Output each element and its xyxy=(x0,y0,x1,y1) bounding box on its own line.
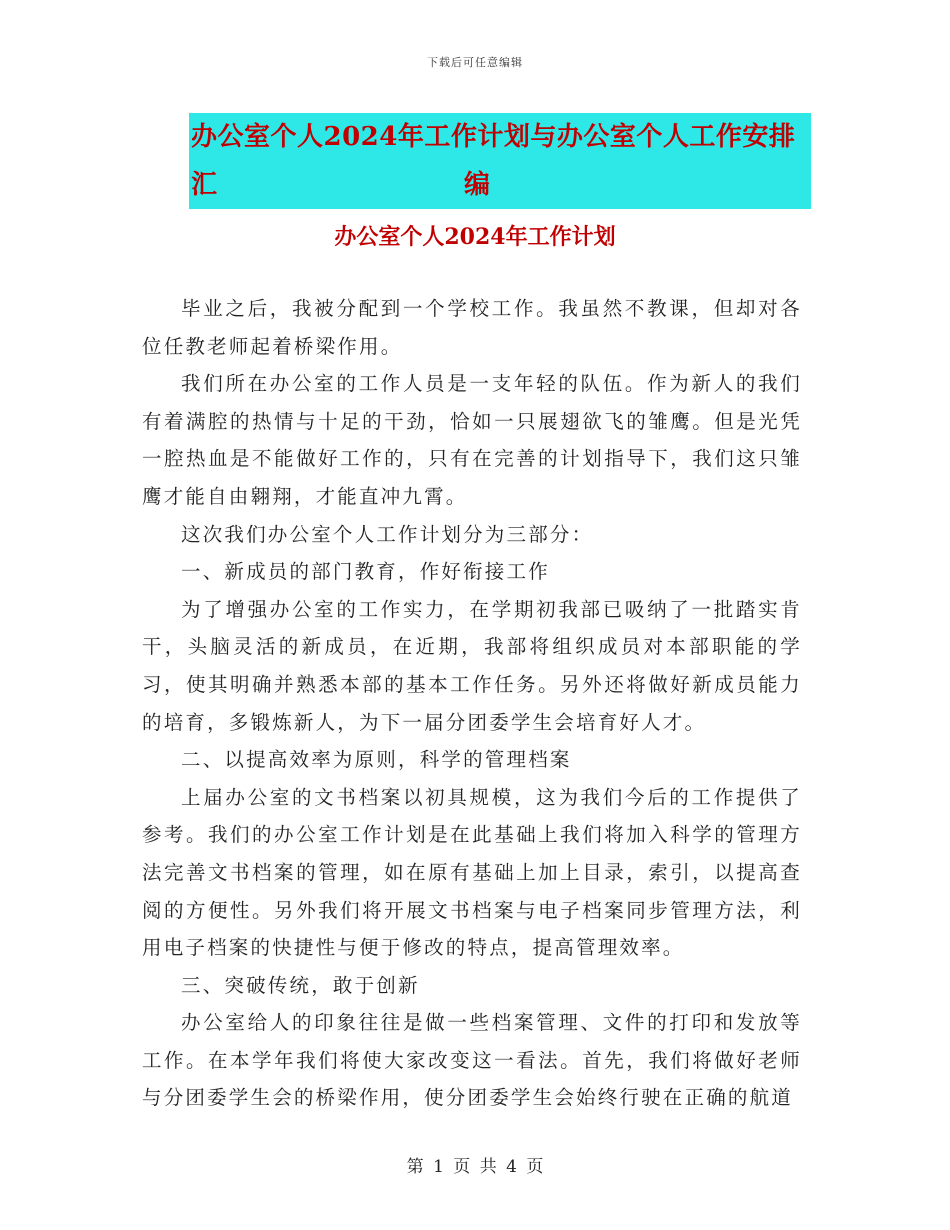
paragraph: 毕业之后，我被分配到一个学校工作。我虽然不教课，但却对各位任教老师起着桥梁作用。 xyxy=(142,297,802,358)
paragraph: 这次我们办公室个人工作计划分为三部分： xyxy=(181,522,594,546)
subheading: 三、突破传统，敢于创新 xyxy=(181,973,420,997)
subheading: 一、新成员的部门教育，作好衔接工作 xyxy=(181,560,550,584)
paragraph: 上届办公室的文书档案以初具规模，这为我们今后的工作提供了参考。我们的办公室工作计划是在此基础上我们将加入科学的管理方法完善文书档案的管理，如在原有基础上加上目录，索引，以提高查阅的方便性。另外我们将开展文书档案与电子档案同步管理方法，利用电子档案的快捷性与便于修改的特点，提高管理效率。 xyxy=(142,785,802,960)
paragraph: 办公室给人的印象往往是做一些档案管理、文件的打印和发放等工作。在本学年我们将使大家改变这一看法。首先，我们将做好老师与分团委学生会的桥梁作用，使分团委学生会始终行驶在正确的航道 xyxy=(142,1011,802,1110)
page-footer: 第 1 页 共 4 页 xyxy=(406,1157,544,1177)
section-title: 办公室个人2024年工作计划 xyxy=(334,224,616,250)
header-note: 下载后可任意编辑 xyxy=(427,56,523,69)
paragraph: 我们所在办公室的工作人员是一支年轻的队伍。作为新人的我们有着满腔的热情与十足的干劲，恰如一只展翅欲飞的雏鹰。但是光凭一腔热血是不能做好工作的，只有在完善的计划指导下，我们这只雏鹰才能自由翱翔，才能直冲九霄。 xyxy=(142,372,802,508)
document-body xyxy=(142,290,802,1117)
paragraph: 为了增强办公室的工作实力，在学期初我部已吸纳了一批踏实肯干，头脑灵活的新成员，在近期，我部将组织成员对本部职能的学习，使其明确并熟悉本部的基本工作任务。另外还将做好新成员能力的培育，多锻炼新人，为下一届分团委学生会培育好人才。 xyxy=(142,597,802,734)
document-title-line-1: 办公室个人2024年工作计划与办公室个人工作安排汇 xyxy=(189,113,811,209)
document-title-line-2: 编 xyxy=(462,161,492,209)
subheading: 二、以提高效率为原则，科学的管理档案 xyxy=(181,748,572,772)
